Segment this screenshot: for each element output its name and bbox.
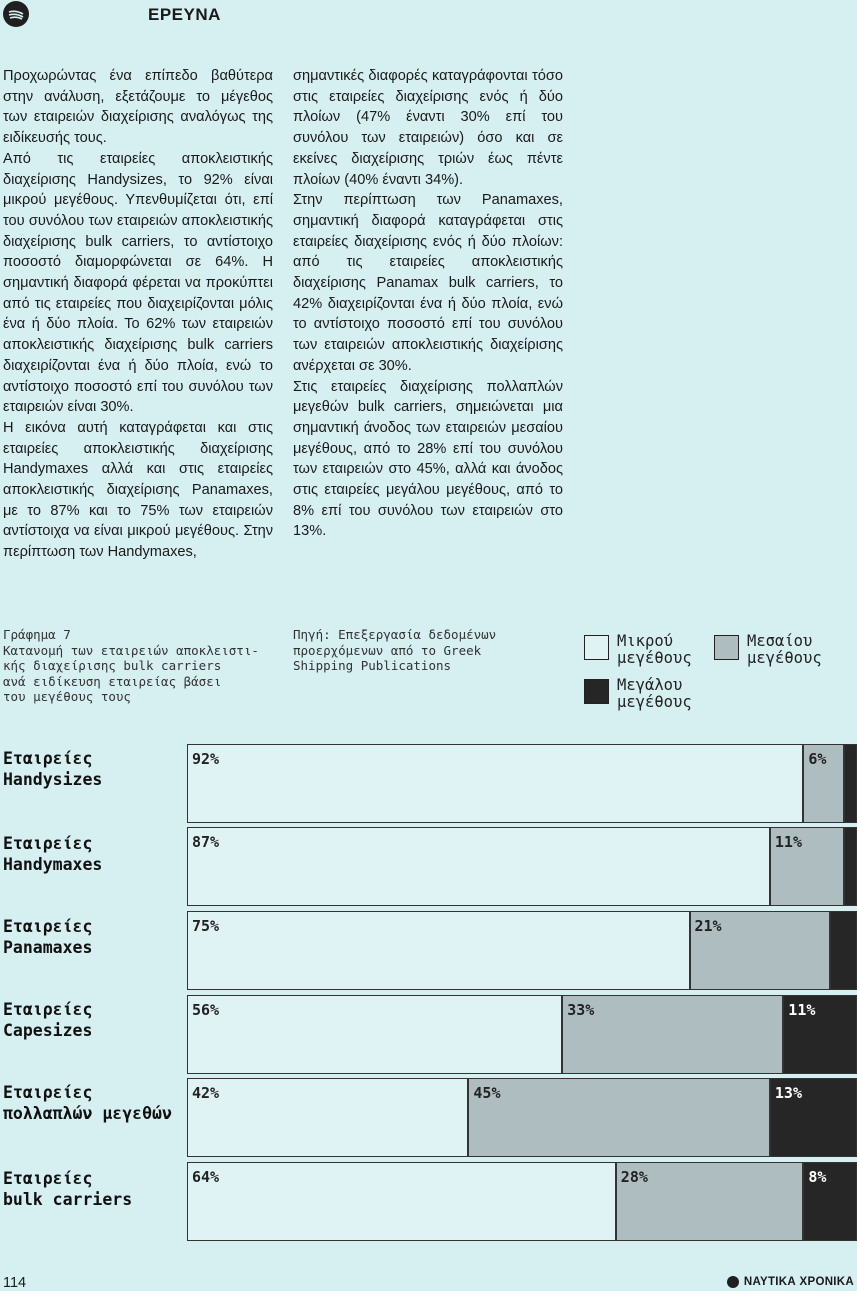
bar-segment-medium	[616, 1162, 804, 1241]
data-label: 28%	[620, 1168, 648, 1186]
paragraph: σημαντικές διαφορές καταγράφονται τόσο στις εταιρείες διαχείρισης ενός ή δύο πλοίων (47% έναντι 30% επί του συνόλου των εταιρειών) όσο και σε εκείνες διαχείρισης τριών έως πέντε πλοίων (40% έναντι 34%).	[293, 68, 563, 188]
legend-swatch-small	[584, 635, 609, 660]
bar-segment-medium	[468, 1078, 770, 1157]
bar-segment-small	[187, 911, 690, 990]
page-number: 114	[3, 1275, 27, 1291]
data-label: 11%	[788, 1001, 816, 1019]
bar-segment-large	[770, 1078, 857, 1157]
legend-item-large	[584, 677, 692, 711]
category-label: Εταιρείες πολλαπλών μεγεθών	[3, 1083, 172, 1123]
paragraph: Στις εταιρείες διαχείρισης πολλαπλών μεγεθών bulk carriers, σημειώνεται μια σημαντική άνοδος των εταιρειών μεσαίου μεγέθους, από το 28% επί του συνόλου των εταιρειών στο 45%, αλλά και άνοδος στις εταιρείες μεγάλου μεγέθους, από το 8% επί του συνόλου των εταιρειών στο 13%.	[293, 378, 563, 540]
bar-row	[187, 1162, 857, 1241]
data-label: 8%	[808, 1168, 827, 1186]
category-label: Εταιρείες Handymaxes	[3, 834, 103, 874]
bar-segment-medium	[562, 995, 783, 1074]
category-label: Εταιρείες Handysizes	[3, 749, 103, 789]
category-label: Εταιρείες Capesizes	[3, 1000, 93, 1040]
data-label: 33%	[567, 1001, 595, 1019]
bar-row	[187, 827, 857, 906]
data-label: 87%	[192, 833, 220, 851]
bar-segment-small	[187, 1162, 616, 1241]
data-label: 6%	[808, 750, 827, 768]
bar-segment-large	[783, 995, 857, 1074]
data-label: 56%	[192, 1001, 220, 1019]
bar-segment-medium	[770, 827, 844, 906]
brand-name: ΝΑΥΤΙΚΑ ΧΡΟΝΙΚΑ	[743, 1276, 854, 1288]
category-label: Εταιρείες Panamaxes	[3, 917, 93, 957]
data-label: 11%	[774, 833, 802, 851]
legend-label-small: Μικρού μεγέθους	[617, 632, 692, 667]
bar-segment-small	[187, 1078, 468, 1157]
bar-segment-medium	[690, 911, 831, 990]
paragraph: Από τις εταιρείες αποκλειστικής διαχείρισης Handysizes, το 92% είναι μικρού μεγέθους. Υπενθυμίζεται ότι, επί του συνόλου των εταιρειών αποκλειστικής διαχείρισης bulk carriers, το αντίστοιχο ποσοστό διαμορφώνεται σε 64%. Η σημαντική διαφορά φέρεται να προκύπτει από τις εταιρείες που διαχειρίζονται μόλις ένα ή δύο πλοία. Το 62% των εταιρειών αποκλειστικής διαχείρισης bulk carriers διαχειρίζονται ένα ή δύο πλοία, ενώ το αντίστοιχο ποσοστό επί του συνόλου των εταιρειών είναι 30%.	[3, 150, 273, 416]
brand-logo-icon	[727, 1276, 739, 1288]
bar-segment-large	[844, 744, 857, 823]
paragraph: Προχωρώντας ένα επίπεδο βαθύτερα στην ανάλυση, εξετάζουμε το μέγεθος των εταιρειών διαχείρισης αναλόγως της ειδίκευσής τους.	[3, 68, 273, 147]
legend-label-large: Μεγάλου μεγέθους	[617, 676, 692, 711]
bar-row	[187, 1078, 857, 1157]
data-label: 75%	[192, 917, 220, 935]
bar-row	[187, 911, 857, 990]
article-column-left	[3, 66, 273, 563]
bar-segment-medium	[803, 744, 843, 823]
data-label: 92%	[192, 750, 220, 768]
data-label: 13%	[774, 1084, 802, 1102]
bar-row	[187, 744, 857, 823]
legend-item-small	[584, 633, 692, 667]
bar-segment-small	[187, 995, 562, 1074]
chart-caption: Γράφημα 7 Κατανομή των εταιρειών αποκλειστι- κής διαχείρισης bulk carriers ανά ειδίκευση εταιρείας βάσει του μεγέθους τους	[3, 627, 259, 704]
paragraph: Στην περίπτωση των Panamaxes, σημαντική διαφορά καταγράφεται στις εταιρείες διαχείρισης ενός ή δύο πλοίων: από τις εταιρείες αποκλειστικής διαχείρισης Panamax bulk carriers, το 42% διαχειρίζονται ένα ή δύο πλοία, ενώ το αντίστοιχο ποσοστό επί του συνόλου των εταιρειών αποκλειστικής διαχείρισης ανέρχεται σε 30%.	[293, 192, 563, 374]
magazine-logo-icon	[3, 1, 29, 27]
legend-item-medium	[714, 633, 822, 667]
paragraph: Η εικόνα αυτή καταγράφεται και στις εταιρείες αποκλειστικής διαχείρισης Handymaxes αλλά και στις εταιρείες αποκλειστικής διαχείρισης Panamaxes, με το 87% και το 75% των εταιρειών αντίστοιχα να είναι μικρού μεγέθους. Στην περίπτωση των Handymaxes,	[3, 419, 273, 561]
bar-segment-large	[844, 827, 857, 906]
legend-swatch-medium	[714, 635, 739, 660]
data-label: 42%	[192, 1084, 220, 1102]
data-label: 64%	[192, 1168, 220, 1186]
legend-label-medium: Μεσαίου μεγέθους	[747, 632, 822, 667]
chart-source: Πηγή: Επεξεργασία δεδομένων προερχόμενων από το Greek Shipping Publications	[293, 627, 497, 673]
category-label: Εταιρείες bulk carriers	[3, 1169, 133, 1209]
bar-segment-small	[187, 827, 770, 906]
bar-segment-small	[187, 744, 803, 823]
bar-row	[187, 995, 857, 1074]
legend-swatch-large	[584, 679, 609, 704]
article-column-right	[293, 66, 563, 542]
section-title: ΕΡΕΥΝΑ	[148, 5, 221, 24]
footer-brand	[727, 1276, 854, 1288]
data-label: 45%	[473, 1084, 501, 1102]
bar-segment-large	[803, 1162, 857, 1241]
data-label: 21%	[694, 917, 722, 935]
bar-segment-large	[830, 911, 857, 990]
